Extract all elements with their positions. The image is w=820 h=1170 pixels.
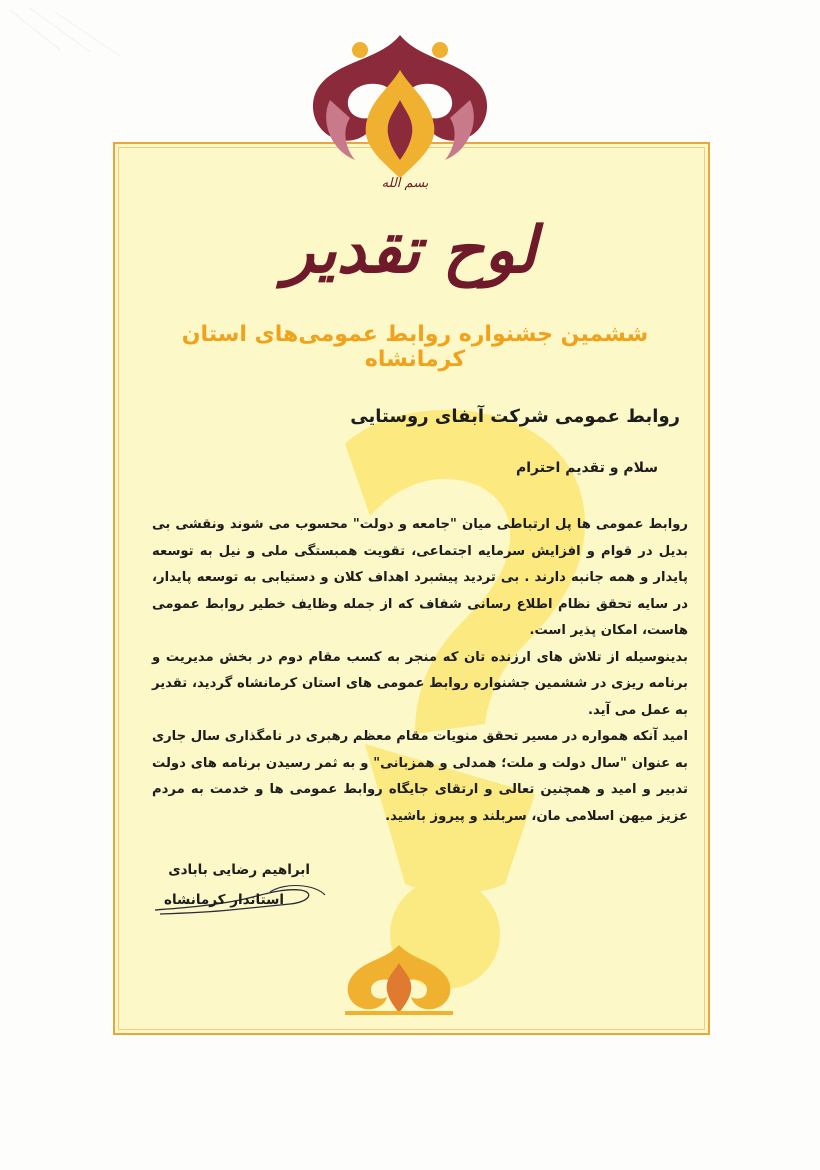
basmala-calligraphy: بسم الله [381, 176, 429, 191]
body-paragraph: بدینوسیله از تلاش های ارزنده تان که منجر به کسب مقام دوم در بخش مدیریت و برنامه ریزی در ششمین جشنواره روابط عمومی های استان کرمانشاه گردید، تقدیر به عمل می آید. [152, 649, 688, 718]
body-paragraph: امید آنکه همواره در مسیر تحقق منویات مقام معظم رهبری در نامگذاری سال جاری به عنوان "سال دولت و ملت؛ همدلی و همزبانی" و به ثمر رسیدن برنامه های دولت تدبیر و امید و همچنین تعالی و ارتقای جایگاه روابط عمومی ها و خدمت به مردم عزیز میهن اسلامی مان، سربلند و پیروز باشید. [152, 729, 688, 824]
top-ornament [300, 30, 500, 180]
signatory-title: استاندار کرمانشاه [164, 892, 284, 908]
recipient-name: روابط عمومی شرکت آبفای روستایی [350, 406, 680, 427]
signatory-name: ابراهیم رضایی بابادی [168, 862, 310, 878]
bottom-ornament [335, 945, 463, 1015]
body-paragraph: روابط عمومی ها پل ارتباطی میان "جامعه و دولت" محسوب می شوند ونقشی بی بدیل در قوام و افزایش سرمایه اجتماعی، تقویت همبستگی ملی و نیل به توسعه پایدار و همه جانبه دارند . بی تردید پیشبرد اهداف کلان و دستیابی به توسعه پایدار، در سایه تحقق نظام اطلاع رسانی شفاف که از جمله وظایف خطیر روابط عمومی هاست، امکان پذیر است. [152, 517, 688, 638]
festival-subtitle: ششمین جشنواره روابط عمومی‌های استان کرمانشاه [181, 322, 649, 372]
salutation: سلام و تقدیم احترام [515, 460, 658, 476]
certificate-title: لوح تقدیر [283, 213, 537, 288]
scan-corner-mark [0, 0, 160, 60]
certificate-body [152, 512, 688, 830]
